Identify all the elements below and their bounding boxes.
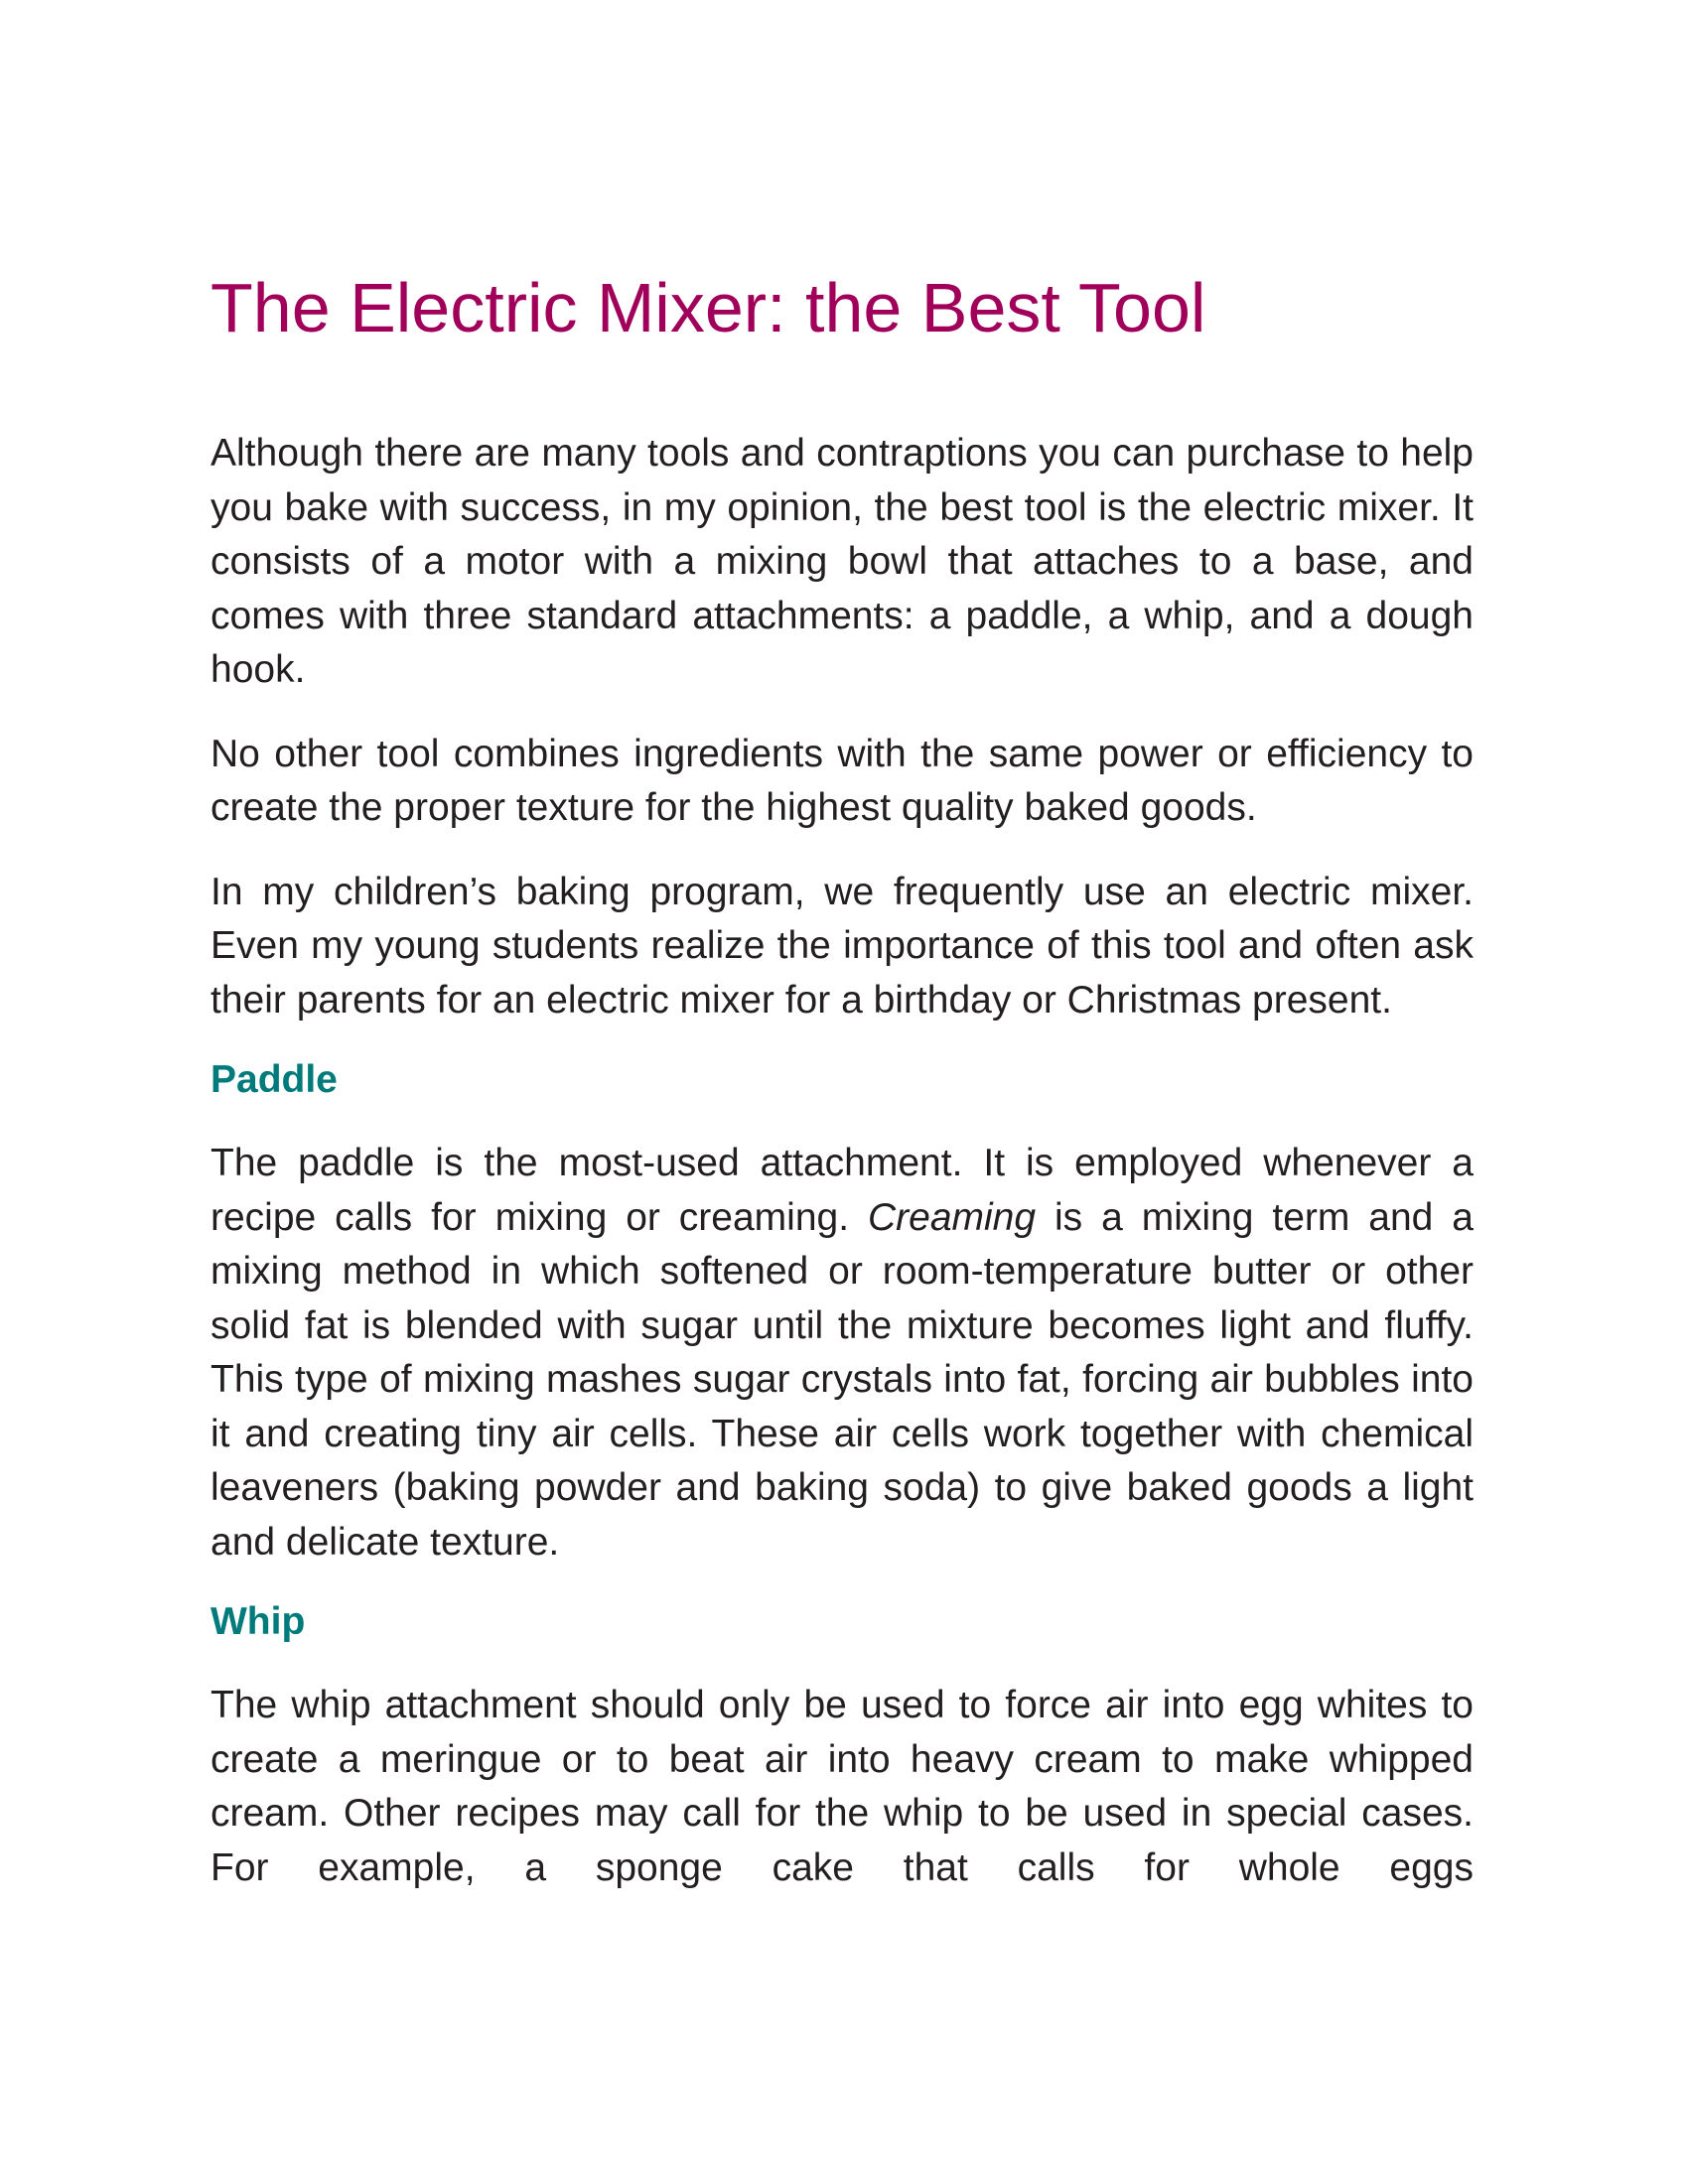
intro-paragraph-3: In my children’s baking program, we frequently use an electric mixer. Even my young students realize the importance of this tool and often ask their parents for an electric mixer for a birthday or Christmas present. (211, 870, 1474, 1022)
intro-paragraph-1: Although there are many tools and contraptions you can purchase to help you bake with success, in my opinion, the best tool is the electric mixer. It consists of a motor with a mixing bowl that attaches to a base, and comes with three standard attachments: a paddle, a whip, and a dough hook. (211, 432, 1474, 691)
whip-paragraph: The whip attachment should only be used to force air into egg whites to create a meringue or to beat air into heavy cream to make whipped cream. Other recipes may call for the whip to be used in special cases. For example, a sponge cake that calls for whole eggs (211, 1684, 1474, 1889)
creaming-term: Creaming (867, 1195, 1037, 1239)
document-body (211, 427, 1474, 1925)
section-heading-whip: Whip (211, 1600, 306, 1643)
page-title: The Electric Mixer: the Best Tool (211, 269, 1206, 346)
section-heading-paddle: Paddle (211, 1058, 338, 1101)
intro-paragraph-2: No other tool combines ingredients with the same power or efficiency to create the proper texture for the highest quality baked goods. (211, 732, 1474, 829)
paddle-text-after: is a mixing term and a mixing method in which softened or room-temperature butter or other solid fat is blended with sugar until the mixture becomes light and fluffy. This type of mixing mashes sugar crystals into fat, forcing air bubbles into it and creating tiny air cells. These air cells work together with chemical leaveners (baking powder and baking soda) to give baked goods a light and delicate texture. (211, 1195, 1474, 1564)
paddle-text-before: The paddle is the most-used attachment. It is employed whenever a recipe calls for mixing or creaming. (211, 1142, 1474, 1239)
paddle-paragraph (211, 1137, 1474, 1570)
